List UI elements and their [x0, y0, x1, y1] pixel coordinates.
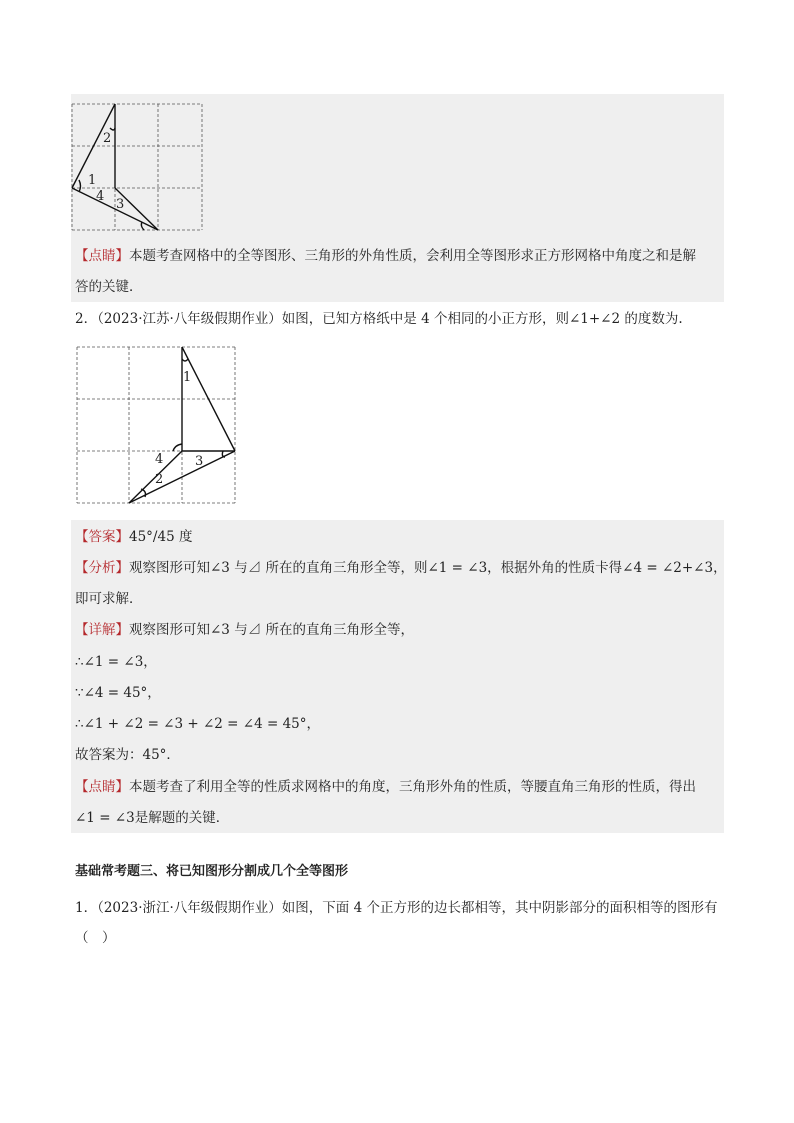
- answer-tag: 【答案】: [75, 529, 129, 545]
- block2-comment-line2: ∠1 = ∠3是解题的关键．: [75, 810, 230, 826]
- fig1-label-1: 1: [88, 173, 97, 188]
- analysis-line2: 即可求解．: [75, 591, 143, 607]
- question-2: 2．（2023·江苏·八年级假期作业）如图，已知方格纸中是 4 个相同的小正方形，则∠1+∠2 的度数为.: [75, 311, 683, 327]
- section-question-line2: （ ）: [75, 930, 116, 946]
- detail-tag: 【详解】: [75, 622, 129, 638]
- answer-line: 【答案】45°/45 度: [75, 529, 193, 545]
- grid-figure-2: [75, 345, 239, 507]
- detail-step2: ∵∠4 = 45°，: [75, 685, 161, 701]
- block2-comment-line1: 【点睛】本题考查了利用全等的性质求网格中的角度，三角形外角的性质，等腰直角三角形的性质，得出: [75, 779, 696, 795]
- grid-figure-1: [70, 102, 204, 232]
- fig1-label-2: 2: [103, 131, 112, 146]
- fig2-label-2: 2: [155, 472, 164, 487]
- detail-step3: ∴∠1 + ∠2 = ∠3 + ∠2 = ∠4 = 45°，: [75, 716, 320, 732]
- fig1-label-4: 4: [96, 189, 105, 204]
- analysis-tag: 【分析】: [75, 560, 129, 576]
- detail-final: 故答案为：45°．: [75, 747, 180, 763]
- comment-tag-2: 【点睛】: [75, 779, 129, 795]
- fig1-label-3: 3: [116, 197, 125, 212]
- block1-comment-line1: 【点睛】本题考查网格中的全等图形、三角形的外角性质，会利用全等图形求正方形网格中角度之和是解: [75, 248, 696, 264]
- section-question-line1: 1．（2023·浙江·八年级假期作业）如图，下面 4 个正方形的边长都相等，其中阴影部分的面积相等的图形有: [75, 900, 718, 916]
- detail-step1: ∴∠1 = ∠3，: [75, 654, 157, 670]
- section-heading: 基础常考题三、将已知图形分割成几个全等图形: [75, 864, 349, 879]
- fig2-label-1: 1: [183, 370, 192, 385]
- block1-comment-line2: 答的关键．: [75, 279, 143, 295]
- fig2-label-3: 3: [195, 454, 204, 469]
- analysis-line1: 【分析】观察图形可知∠3 与⊿ 所在的直角三角形全等，则∠1 = ∠3，根据外角的性质卡得∠4 = ∠2+∠3，: [75, 560, 727, 576]
- detail-line1: 【详解】观察图形可知∠3 与⊿ 所在的直角三角形全等，: [75, 622, 414, 638]
- fig2-label-4: 4: [155, 452, 164, 467]
- comment-tag: 【点睛】: [75, 248, 129, 264]
